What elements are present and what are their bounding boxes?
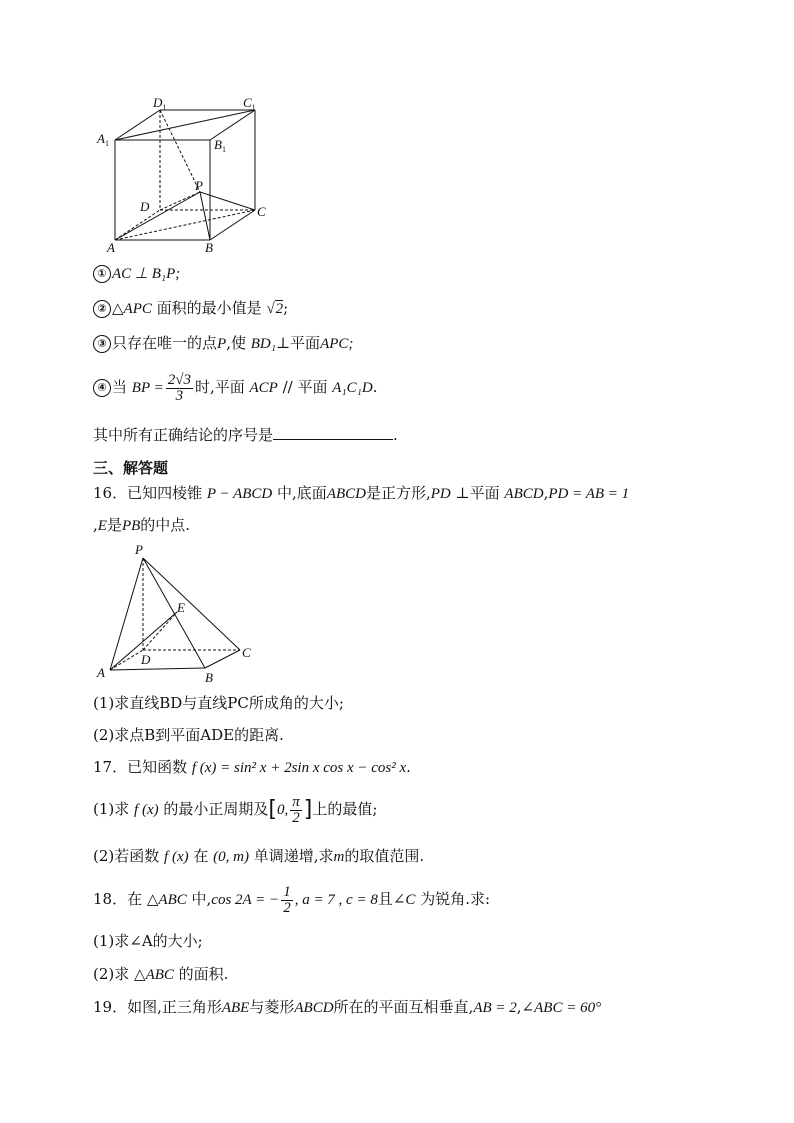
label-B1: $B_1$ — [214, 137, 226, 154]
option-2-expr: APC — [123, 301, 152, 317]
label-P: P — [195, 178, 203, 193]
q17-stem: 17．已知函数 f (x) = sin² x + 2sin x cos x − cos² x. — [93, 758, 411, 776]
q16-sub1: (1)求直线BD与直线PC所成角的大小; — [93, 694, 344, 712]
fraction: $\frac{2√3}{3}$ — [167, 371, 191, 404]
sqrt-expr: √2 — [266, 301, 284, 317]
option-4-expr-b: ACP — [249, 380, 278, 396]
q18-stem: 18．在 △ABC 中,cos 2A = − $\frac{1}{2}$ , a = 7 , c = 8且∠C 为锐角.求: — [93, 883, 491, 916]
question-prompt — [93, 423, 398, 446]
option-3-text: 只存在唯一的点 — [112, 334, 218, 352]
answer-blank[interactable] — [273, 423, 393, 440]
number-badge: ② — [93, 300, 111, 318]
section-heading: 三、解答题 — [93, 459, 169, 477]
q16-stem-cont: ,E是PB的中点. — [93, 516, 191, 534]
q17-sub2: (2)若函数 f (x) 在 (0, m) 单调递增,求m的取值范围. — [93, 847, 425, 865]
q17-sub1: (1)求 f (x) 的最小正周期及[0, $\frac{\pi}{2}$ ]上的最值; — [93, 793, 378, 826]
option-3-expr-b: BD₁ — [250, 336, 276, 352]
triangle-symbol: △ — [112, 299, 124, 317]
q19-stem: 19．如图,正三角形ABE与菱形ABCD所在的平面互相垂直,AB = 2,∠ABC = 60° — [93, 998, 602, 1016]
q18-sub1: (1)求∠A的大小; — [93, 932, 203, 950]
option-3-text2: ,使 — [226, 334, 251, 352]
label-C: C — [242, 645, 251, 660]
label-E: E — [177, 600, 185, 615]
q16-sub2: (2)求点B到平面ADE的距离. — [93, 726, 284, 744]
label-D: D — [140, 199, 150, 214]
option-3-text3: ⊥平面 — [275, 334, 321, 352]
option-3 — [93, 332, 353, 355]
label-P: P — [135, 542, 143, 557]
option-1 — [93, 262, 180, 285]
label-B: B — [205, 670, 213, 685]
option-4-text: 当 — [112, 378, 132, 396]
option-1-expr: AC ⊥ B₁P; — [112, 266, 181, 282]
q18-sub2: (2)求 △ABC 的面积. — [93, 965, 229, 983]
option-4-text3: // 平面 — [277, 378, 333, 396]
number-badge: ③ — [93, 335, 111, 353]
question-prompt-text: 其中所有正确结论的序号是 — [93, 426, 274, 444]
label-C: C — [257, 204, 266, 219]
label-D: D — [141, 652, 151, 667]
option-3-expr-c: APC; — [320, 336, 354, 352]
label-A1: $A_1$ — [97, 131, 109, 148]
label-C1: $C_1$ — [243, 95, 256, 112]
option-2 — [93, 297, 288, 320]
pyramid-figure — [95, 540, 265, 685]
label-A: A — [107, 240, 115, 255]
label-B: B — [205, 240, 213, 255]
number-badge: ① — [93, 265, 111, 283]
option-4-expr-a: BP = — [131, 380, 164, 396]
number-badge: ④ — [93, 379, 111, 397]
option-4-post: . — [372, 378, 378, 396]
q16-stem: 16．已知四棱锥 P − ABCD 中,底面ABCD是正方形,PD ⊥平面 ABCD,PD = AB = 1 — [93, 484, 630, 502]
cube-figure — [95, 95, 285, 255]
label-A: A — [97, 665, 105, 680]
label-D1: $D_1$ — [153, 95, 167, 112]
option-3-expr-a: P — [217, 336, 227, 352]
option-4-text2: 时,平面 — [194, 378, 250, 396]
option-2-text: 面积的最小值是 — [151, 299, 267, 317]
option-2-post: ; — [283, 299, 289, 317]
question-prompt-post: . — [393, 426, 398, 444]
option-4-expr-c: A₁C₁D — [332, 380, 373, 396]
option-4 — [93, 370, 377, 405]
